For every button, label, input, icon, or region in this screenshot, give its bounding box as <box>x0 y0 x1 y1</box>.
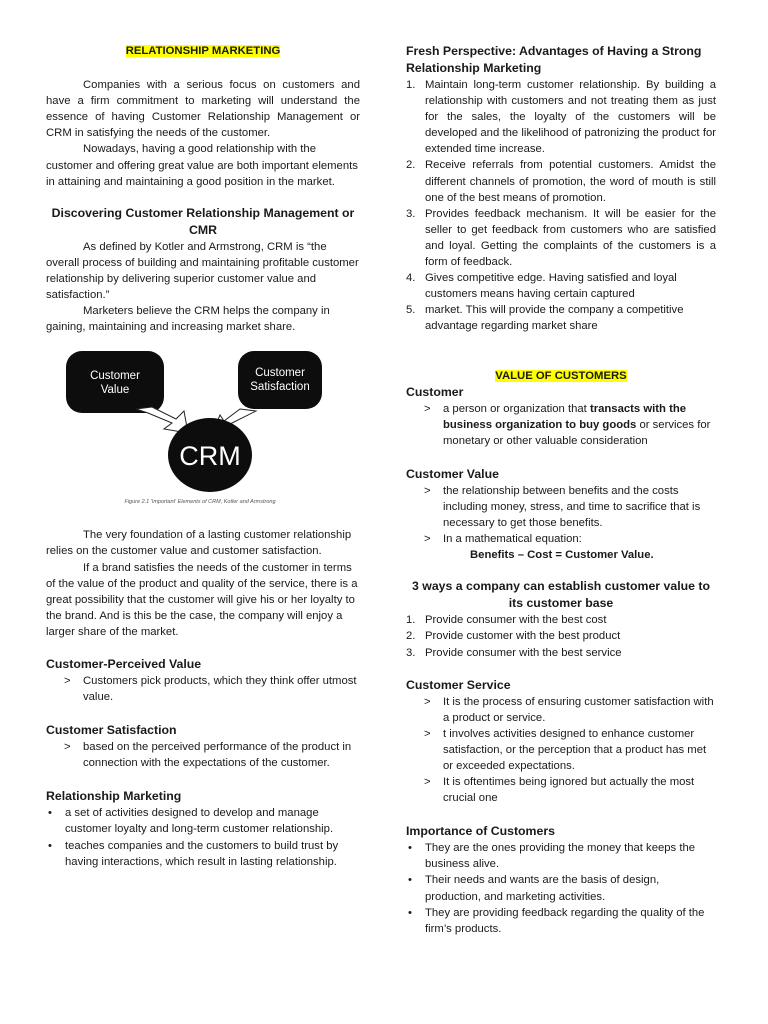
list-number: 3. <box>406 646 416 659</box>
gt-marker: > <box>424 402 431 415</box>
customer-list <box>406 401 716 449</box>
service-item-text: It is oftentimes being ignored but actually the most crucial one <box>443 776 695 805</box>
customer-heading: Customer <box>406 384 464 399</box>
importance-list <box>406 840 716 937</box>
list-item <box>406 872 716 904</box>
list-item <box>406 531 716 547</box>
rm-heading: Relationship Marketing <box>46 789 182 804</box>
list-item <box>406 628 716 644</box>
cpv-heading: Customer-Perceived Value <box>46 656 202 671</box>
foundation-paragraph-2: If a brand satisfies the needs of the customer in terms of the value of the product and quality of the service, there is a great possibility that the customer will give his or her loyalty to the brand. And is this be the case, the company will enjoy a larger share of the market. <box>46 561 358 638</box>
cv-item-text: the relationship between benefits and the costs including money, stress, and time to sacrifice that is necessary to get those benefits. <box>443 484 701 530</box>
cv-list <box>406 483 716 547</box>
cs-heading: Customer Satisfaction <box>46 723 177 738</box>
customer-value-box <box>66 351 164 413</box>
fresh-item-text: market. This will provide the company a competitive advantage regarding market share <box>425 304 684 333</box>
cpv-list <box>46 673 360 705</box>
fresh-item-text: Gives competitive edge. Having satisfied and loyal customers means having certain captured <box>425 272 677 301</box>
list-item <box>406 157 716 205</box>
list-item <box>46 739 360 771</box>
customer-satisfaction-label-2: Satisfaction <box>250 381 310 394</box>
list-number: 1. <box>406 79 416 91</box>
customer-satisfaction-label-1: Customer <box>255 367 305 380</box>
list-item <box>406 840 716 872</box>
fresh-heading: Fresh Perspective: Advantages of Having a Strong Relationship Marketing <box>406 44 702 75</box>
service-list <box>406 694 716 807</box>
gt-marker: > <box>64 741 71 754</box>
bullet-marker: • <box>48 839 52 852</box>
list-item <box>406 270 716 302</box>
list-item <box>406 206 716 270</box>
gt-marker: > <box>424 484 431 497</box>
voc-title-block <box>406 368 716 384</box>
list-item <box>406 612 716 628</box>
list-item <box>406 645 716 661</box>
fresh-list <box>406 77 716 335</box>
left-column <box>46 0 360 870</box>
gt-marker: > <box>424 776 431 789</box>
fresh-item-text: Receive referrals from potential customers. Amidst the different channels of promotion, the word of mouth is still one of the best means of promotion. <box>425 159 716 204</box>
rm-item-text: teaches companies and the customers to build trust by having interactions, which result in lasting relationship. <box>65 839 339 868</box>
customer-def-post: or services for monetary or other valuable consideration <box>443 418 711 447</box>
gt-marker: > <box>424 695 431 708</box>
list-item <box>406 483 716 531</box>
list-item <box>46 805 360 837</box>
list-number: 5. <box>406 304 416 317</box>
list-number: 4. <box>406 272 416 285</box>
importance-item-text: Their needs and wants are the basis of design, production, and marketing activities. <box>425 874 660 903</box>
cpv-item-text: Customers pick products, which they think offer utmost value. <box>83 674 357 704</box>
list-number: 3. <box>406 207 416 220</box>
importance-heading: Importance of Customers <box>406 824 555 839</box>
foundation-paragraph-1: The very foundation of a lasting customer relationship relies on the customer value and customer satisfaction. <box>46 529 352 558</box>
ways-item-text: Provide consumer with the best cost <box>425 614 607 627</box>
figure-caption: Figure 2.1 'Important' Elements of CRM, Kotler and Armstrong <box>124 499 276 506</box>
right-column <box>406 0 716 937</box>
list-item <box>406 726 716 774</box>
cs-list <box>46 739 360 771</box>
list-item <box>406 302 716 334</box>
discover-paragraph-2: Marketers believe the CRM helps the company in gaining, maintaining and increasing market share. <box>46 305 330 334</box>
crm-diagram <box>64 349 334 511</box>
customer-value-label-2: Value <box>100 384 130 397</box>
service-item-text: It is the process of ensuring customer satisfaction with a product or service. <box>443 695 714 724</box>
intro-paragraph-1: Companies with a serious focus on customers and have a firm commitment to marketing will understand the essence of having Customer Relationship Management or CRM in satisfying the needs of the customer. <box>46 79 360 140</box>
bullet-marker: • <box>408 874 412 887</box>
customer-satisfaction-box <box>238 351 322 409</box>
voc-title: VALUE OF CUSTOMERS <box>495 369 627 382</box>
crm-label: CRM <box>179 441 241 472</box>
discover-heading: Discovering Customer Relationship Management or CMR <box>51 205 355 237</box>
customer-def-bold: transacts with the business organization to buy goods <box>443 402 687 431</box>
service-item-text: t involves activities designed to enhance customer satisfaction, or the perception that a product has met or exceeded expectations. <box>443 727 707 772</box>
list-item <box>406 401 716 449</box>
list-number: 2. <box>406 159 416 172</box>
importance-item-text: They are the ones providing the money that keeps the business alive. <box>425 842 696 871</box>
ways-item-text: Provide consumer with the best service <box>425 646 622 659</box>
crm-figure <box>64 349 334 511</box>
list-item <box>406 905 716 937</box>
list-item <box>46 838 360 870</box>
ways-heading: 3 ways a company can establish customer value to its customer base <box>412 579 710 611</box>
cv-equation: Benefits – Cost = Customer Value. <box>470 549 654 562</box>
cv-heading: Customer Value <box>406 466 499 481</box>
page-title: RELATIONSHIP MARKETING <box>125 45 281 57</box>
ways-item-text: Provide customer with the best product <box>425 630 621 643</box>
importance-item-text: They are providing feedback regarding the quality of the firm’s products. <box>425 906 705 935</box>
list-item <box>406 774 716 806</box>
cs-item-text: based on the perceived performance of the product in connection with the expectations of the customer. <box>83 741 352 770</box>
fresh-item-text: Provides feedback mechanism. It will be easier for the seller to get feedback from customers who are satisfied and loyal. Getting the complaints of the customers is a form of feedback. <box>425 207 716 269</box>
service-heading: Customer Service <box>406 677 511 692</box>
bullet-marker: • <box>408 906 412 919</box>
list-item <box>46 673 360 705</box>
discover-paragraph-1: As defined by Kotler and Armstrong, CRM is “the overall process of building and maintaining profitable customer relationship by delivering superior customer value and satisfaction.” <box>46 240 359 302</box>
intro-paragraph-2: Nowadays, having a good relationship with the customer and offering great value are both important elements in attaining and maintaining a good position in the market. <box>46 143 358 188</box>
list-number: 2. <box>406 630 416 643</box>
cv-item-text: In a mathematical equation: <box>443 533 582 546</box>
gt-marker: > <box>424 533 431 546</box>
rm-item-text: a set of activities designed to develop and manage customer loyalty and long-term customer relationship. <box>65 807 334 836</box>
fresh-item-text: Maintain long-term customer relationship. By building a relationship with customers and not treating them as just for the sales, the loyalty of the customers will be developed and the likelihood of patronizing the product for extended time increase. <box>425 79 716 156</box>
list-item <box>406 694 716 726</box>
ways-list <box>406 612 716 660</box>
bullet-marker: • <box>408 842 412 855</box>
page-title-block <box>46 43 360 59</box>
bullet-marker: • <box>48 807 52 820</box>
rm-list <box>46 805 360 869</box>
customer-value-label-1: Customer <box>90 370 140 383</box>
list-number: 1. <box>406 614 416 627</box>
gt-marker: > <box>64 674 71 687</box>
gt-marker: > <box>424 727 431 740</box>
list-item <box>406 77 716 157</box>
customer-def-pre: a person or organization that <box>443 402 590 415</box>
